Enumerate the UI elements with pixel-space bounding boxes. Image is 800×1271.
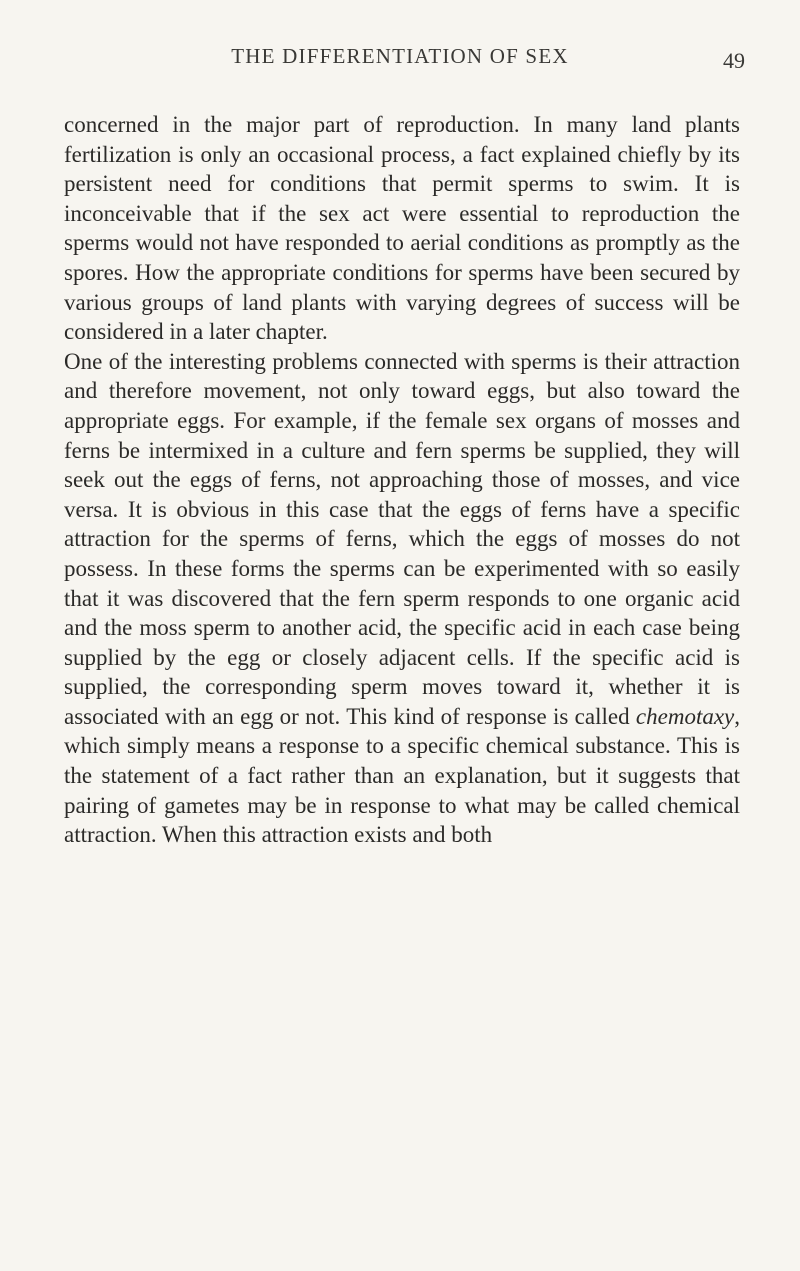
paragraph-2-start: One of the interesting problems connected with sperms is their attraction and therefore movement, not only toward eggs, but also toward the appropriate eggs. For example, if the female sex organs of mosses and ferns be intermixed in a culture and fern sperms be supplied, they will seek out the eggs of ferns, not approaching those of mosses, and vice versa. It is obvious in this case that the eggs of ferns have a specific attraction for the sperms of ferns, which the eggs of mosses do not possess. In these forms the sperms can be experimented with so easily that it was discovered that the fern sperm responds to one organic acid and the moss sperm to another acid, the specific acid in each case being supplied by the egg or closely adjacent cells. If the specific acid is supplied, the corresponding sperm moves toward it, whether it is associated with an egg or not. This kind of response is called: [64, 348, 740, 729]
paragraph-2-end: , which simply means a response to a specific chemical substance. This is the statement of a fact rather than an explanation, but it suggests that pairing of gametes may be in response to what may be called chemical attraction. When this attraction exists and both: [64, 703, 741, 848]
paragraph-1: concerned in the major part of reproduction. In many land plants fertilization is only an occasional process, a fact explained chiefly by its persistent need for conditions that permit sperms to swim. It is inconceivable that if the sex act were essential to reproduction the sperms would not have responded to aerial conditions as promptly as the spores. How the appropriate conditions for sperms have been secured by various groups of land plants with varying degrees of success will be considered in a later chapter.: [64, 112, 740, 345]
running-head: [60, 44, 745, 80]
paragraph-2: [64, 347, 740, 850]
running-title: THE DIFFERENTIATION OF SEX: [231, 44, 569, 68]
chemotaxy-term: chemotaxy: [635, 703, 735, 729]
page-number: 49: [723, 48, 745, 73]
body-text: [64, 110, 740, 850]
